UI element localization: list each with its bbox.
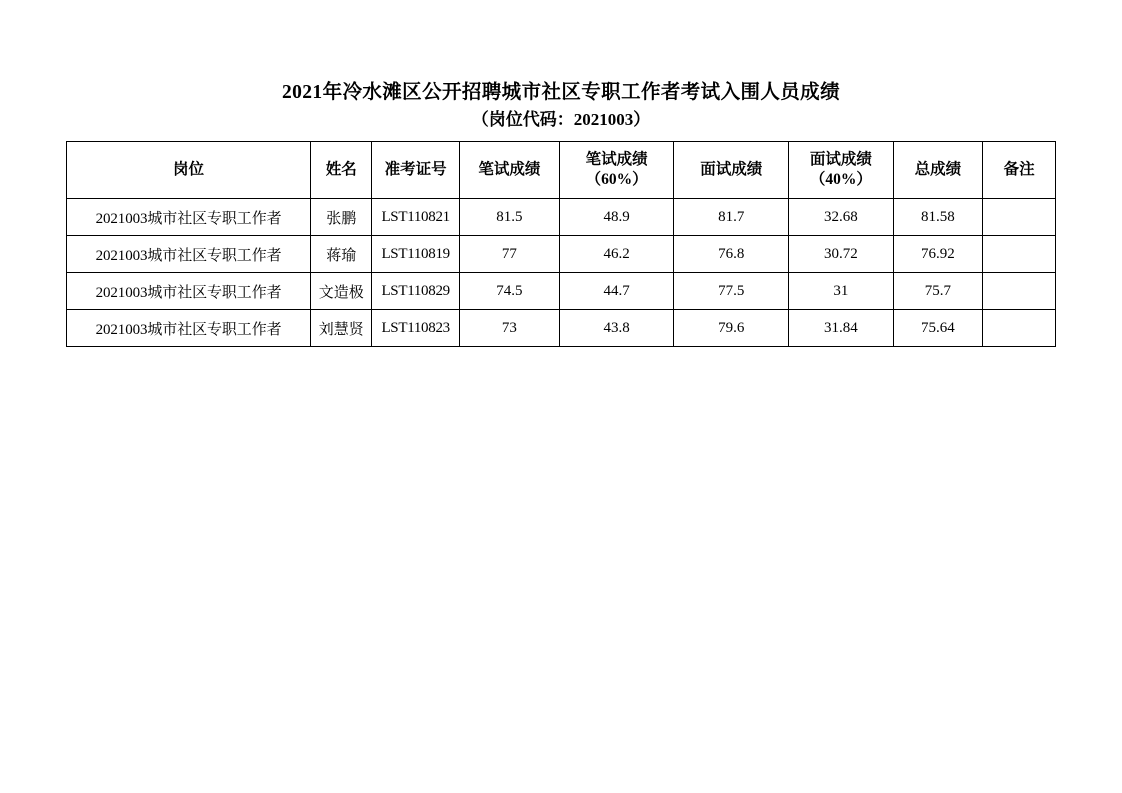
title-block (0, 80, 1122, 132)
cell-ticket: LST110829 (372, 273, 459, 310)
cell-name: 蒋瑜 (311, 236, 372, 273)
page-subtitle: （岗位代码：2021003） (471, 110, 651, 129)
cell-written: 81.5 (459, 199, 559, 236)
cell-interview: 76.8 (674, 236, 789, 273)
cell-written: 74.5 (459, 273, 559, 310)
cell-interview: 79.6 (674, 310, 789, 347)
page-title: 2021年冷水滩区公开招聘城市社区专职工作者考试入围人员成绩 (281, 82, 840, 103)
column-header-interview-label: 面试成绩 (700, 161, 763, 178)
table-body (67, 199, 1056, 347)
cell-written-60: 43.8 (559, 310, 674, 347)
cell-written: 77 (459, 236, 559, 273)
cell-written: 73 (459, 310, 559, 347)
table-row (67, 273, 1056, 310)
cell-post: 2021003城市社区专职工作者 (67, 199, 311, 236)
column-header-total (893, 142, 983, 199)
column-header-post-label: 岗位 (173, 161, 205, 178)
cell-interview: 81.7 (674, 199, 789, 236)
cell-total: 75.7 (893, 273, 983, 310)
column-header-post (67, 142, 311, 199)
table-row (67, 236, 1056, 273)
cell-remark (983, 236, 1056, 273)
cell-remark (983, 273, 1056, 310)
cell-interview-40: 32.68 (789, 199, 893, 236)
cell-written-60: 48.9 (559, 199, 674, 236)
column-header-interview-40 (789, 142, 893, 199)
column-header-written-label: 笔试成绩 (478, 161, 541, 178)
column-header-remark (983, 142, 1056, 199)
cell-remark (983, 310, 1056, 347)
cell-ticket: LST110819 (372, 236, 459, 273)
cell-name: 张鹏 (311, 199, 372, 236)
column-header-total-label: 总成绩 (914, 161, 962, 178)
cell-name: 刘慧贤 (311, 310, 372, 347)
column-header-written (459, 142, 559, 199)
cell-ticket: LST110823 (372, 310, 459, 347)
scores-table (66, 141, 1056, 347)
column-header-interview-40-percent: （40%） (809, 171, 872, 188)
column-header-remark-label: 备注 (1003, 161, 1035, 178)
cell-name: 文造极 (311, 273, 372, 310)
cell-interview-40: 31 (789, 273, 893, 310)
cell-post: 2021003城市社区专职工作者 (67, 310, 311, 347)
cell-total: 76.92 (893, 236, 983, 273)
cell-total: 75.64 (893, 310, 983, 347)
column-header-ticket (372, 142, 459, 199)
cell-interview-40: 30.72 (789, 236, 893, 273)
column-header-ticket-label: 准考证号 (384, 161, 447, 178)
column-header-name (311, 142, 372, 199)
cell-written-60: 46.2 (559, 236, 674, 273)
table-header-row (67, 142, 1056, 199)
column-header-written-60-label: 笔试成绩 (585, 151, 648, 168)
column-header-written-60 (559, 142, 674, 199)
table-row (67, 310, 1056, 347)
cell-interview: 77.5 (674, 273, 789, 310)
cell-post: 2021003城市社区专职工作者 (67, 273, 311, 310)
cell-written-60: 44.7 (559, 273, 674, 310)
cell-post: 2021003城市社区专职工作者 (67, 236, 311, 273)
column-header-interview (674, 142, 789, 199)
cell-ticket: LST110821 (372, 199, 459, 236)
column-header-name-label: 姓名 (325, 161, 357, 178)
cell-total: 81.58 (893, 199, 983, 236)
column-header-written-60-percent: （60%） (585, 171, 648, 188)
table-row (67, 199, 1056, 236)
column-header-interview-40-label: 面试成绩 (809, 151, 872, 168)
cell-interview-40: 31.84 (789, 310, 893, 347)
table-header (67, 142, 1056, 199)
cell-remark (983, 199, 1056, 236)
